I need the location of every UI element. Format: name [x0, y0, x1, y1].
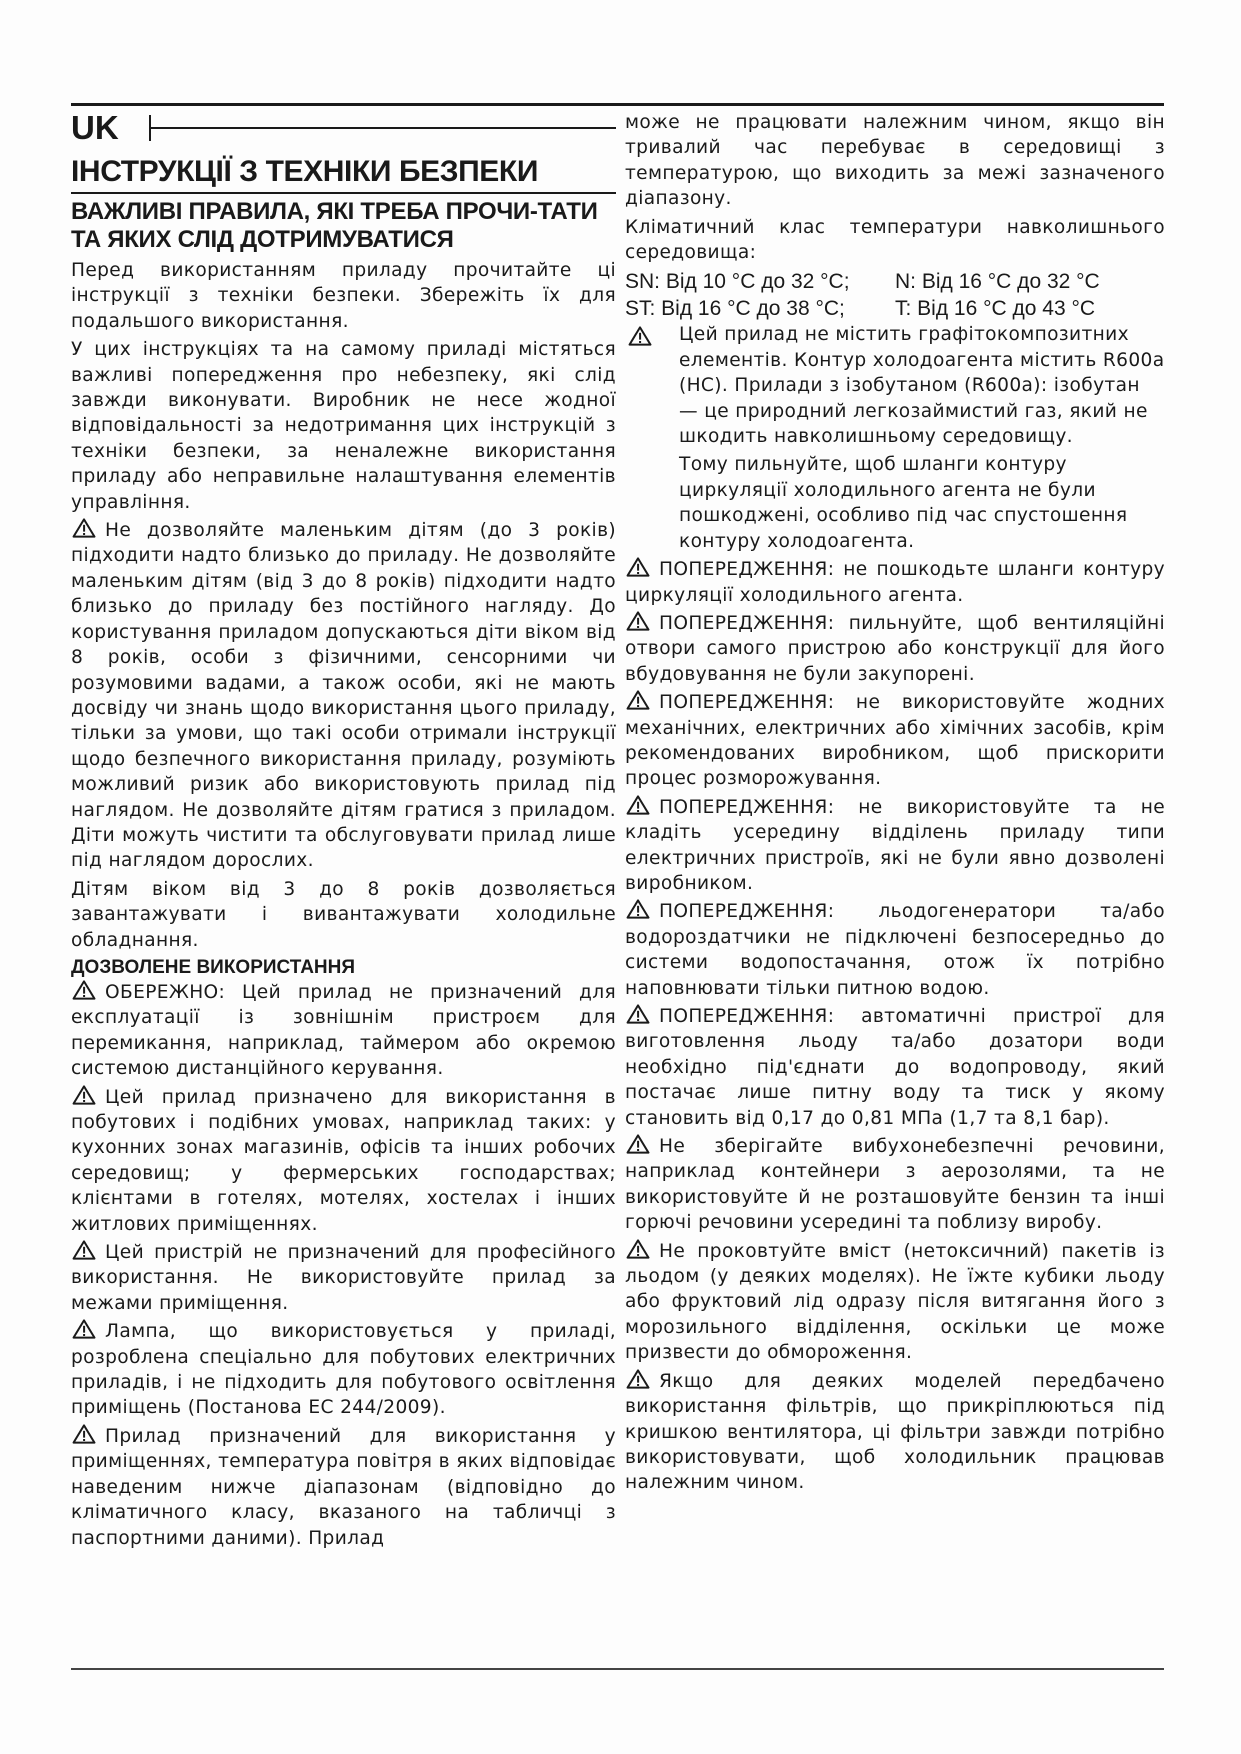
children-loading-paragraph: Дітям віком від 3 до 8 років дозволяється завантажувати і вивантажувати холодильне обладнання. — [71, 878, 616, 951]
refrigerant-hoses-text: Тому пильнуйте, щоб шланги контуру циркуляції холодильного агента не були пошкоджені, особливо під час спустошення контуру холодоагента. — [679, 454, 1128, 552]
right-column — [625, 110, 1165, 1499]
refrigerant-warning-text: Цей прилад не містить графітокомпозитних елементів. Контур холодоагента містить R600a (HC). Прилади з ізобутаном (R600a): ізобутан — це природний легкозаймистий газ, який не шкодить навколишньому середовищу. — [679, 324, 1165, 448]
temperature-paragraph: може не працювати належним чином, якщо він тривалий час перебуває в середовищі з температурою, що виходить за межі зазначеного діапазону. — [625, 112, 1165, 210]
climate-class-label: Кліматичний клас температури навколишнього середовища: — [625, 216, 1165, 264]
defrost-warning — [625, 690, 1165, 792]
climate-row-1 — [625, 268, 1165, 295]
lamp-warning-text: Лампа, що використовується у приладі, розроблена спеціально для побутових електричних приладів, і не підходить для побутового освітлення приміщень (Постанова ЕС 244/2009). — [71, 1321, 616, 1419]
warning-icon — [625, 899, 651, 919]
title-rule — [71, 192, 616, 194]
warnings-paragraph: У цих інструкціях та на самому приладі містяться важливі попередження про небезпеку, які слід завжди виконувати. Виробник не несе жодної відповідальності за недотримання цих інструкцій з техніки безпеки, за неналежне використання приладу або неправильне налаштування елементів управління. — [71, 339, 616, 513]
climate-n: N: Від 16 °C до 32 °C — [895, 270, 1100, 294]
children-warning-text: Не дозволяйте маленьким дітям (до 3 років) підходити надто близько до приладу. Не дозволяйте маленьким дітям (від 3 до 8 років) підходити надто близько до приладу без постійного нагляду. До користування приладом допускаються діти віком від 8 років, особи з фізичними, сенсорними чи розумовими вадами, а також особи, які не мають досвіду чи знань щодо використання цього приладу, тільки за умови, що такі особи отримали інструкції щодо безпечного використання приладу, розуміють можливий ризик або використовують прилад під наглядом. Не дозволяйте дітям гратися з приладом. Діти можуть чистити та обслуговувати прилад лише під наглядом дорослих. — [71, 520, 616, 872]
ice-pack-warning — [625, 1239, 1165, 1366]
refrigerant-warning — [625, 322, 1165, 554]
children-warning — [71, 518, 616, 874]
electrical-devices-warning-text: ПОПЕРЕДЖЕННЯ: не використовуйте та не кладіть усередину відділень приладу типи електричних пристроїв, які не були явно дозволені виробником. — [625, 796, 1165, 894]
warning-icon — [71, 980, 97, 1000]
left-column — [71, 110, 616, 1554]
hoses-warning-text: ПОПЕРЕДЖЕННЯ: не пошкодьте шланги контуру циркуляції холодильного агента. — [625, 559, 1165, 606]
warning-icon — [71, 1424, 97, 1444]
explosive-warning-text: Не зберігайте вибухонебезпечні речовини, наприклад контейнери з аерозолями, та не використовуйте й не розташовуйте бензин та інші горючі речовини усередині та поблизу виробу. — [625, 1136, 1165, 1234]
warning-icon — [625, 1369, 651, 1389]
climate-st: ST: Від 16 °C до 38 °C; — [625, 297, 845, 321]
bottom-rule — [71, 1668, 1164, 1670]
section-permitted-use: ДОЗВОЛЕНЕ ВИКОРИСТАННЯ — [71, 956, 356, 978]
icemaker-warning — [625, 899, 1165, 1001]
hoses-warning — [625, 557, 1165, 608]
language-rule — [149, 127, 616, 129]
filter-warning-text: Якщо для деяких моделей передбачено використання фільтрів, що прикріплюються під кришкою вентилятора, ці фільтри завжди потрібно використовувати, щоб холодильник працював належним чином. — [625, 1370, 1165, 1494]
warning-icon — [625, 690, 651, 710]
caution-warning-text: ОБЕРЕЖНО: Цей прилад не призначений для експлуатації із зовнішнім пристроєм для перемикання, наприклад, таймером або окремою системою дистанційного керування. — [71, 981, 616, 1080]
professional-use-warning — [71, 1240, 616, 1316]
household-use-warning — [71, 1085, 616, 1237]
warning-icon — [71, 1319, 97, 1339]
household-use-warning-text: Цей прилад призначено для використання в побутових і подібних умовах, наприклад таких: у кухонних зонах магазинів, офісів та інших робочих середовищ; у фермерських господарствах; клієнтами в готелях, мотелях, хостелах і інших житлових приміщеннях. — [71, 1086, 616, 1235]
indoor-use-warning-text: Прилад призначений для використання у приміщеннях, температура повітря в яких відповідає наведеним нижче діапазонам (відповідно до кліматичного класу, вказаного на табличці з паспортними даними). Прилад — [71, 1425, 616, 1549]
water-pressure-warning-text: ПОПЕРЕДЖЕННЯ: автоматичні пристрої для виготовлення льоду та/або дозатори води необхідно під'єднати до водопроводу, який постачає лише питну воду та тиск у якому становить від 0,17 до 0,81 МПа (1,7 та 8,1 бар). — [625, 1006, 1165, 1129]
professional-use-warning-text: Цей пристрій не призначений для професійного використання. Не використовуйте прилад за межами приміщення. — [71, 1242, 616, 1314]
warning-icon — [625, 611, 651, 631]
filter-warning — [625, 1369, 1165, 1496]
warning-icon — [625, 1239, 651, 1259]
lamp-warning — [71, 1319, 616, 1421]
defrost-warning-text: ПОПЕРЕДЖЕННЯ: не використовуйте жодних механічних, електричних або хімічних засобів, крім рекомендованих виробником, щоб прискорити процес розморожування. — [625, 692, 1165, 790]
ventilation-warning — [625, 611, 1165, 687]
warning-icon — [71, 1240, 97, 1260]
warning-icon — [71, 1085, 97, 1105]
indoor-use-warning — [71, 1424, 616, 1551]
climate-row-2 — [625, 295, 1165, 322]
language-header — [71, 110, 616, 146]
subtitle: ВАЖЛИВІ ПРАВИЛА, ЯКІ ТРЕБА ПРОЧИ-ТАТИ ТА ЯКИХ СЛІД ДОТРИМУВАТИСЯ — [71, 198, 598, 253]
icemaker-warning-text: ПОПЕРЕДЖЕННЯ: льодогенератори та/або водороздатчики не підключені безпосередньо до системи водопостачання, отож їх потрібно наповнювати тільки питною водою. — [625, 901, 1165, 999]
climate-t: T: Від 16 °C до 43 °C — [895, 297, 1096, 321]
water-pressure-warning — [625, 1004, 1165, 1131]
warning-icon — [625, 557, 651, 577]
warning-icon — [71, 518, 97, 538]
explosive-warning — [625, 1134, 1165, 1236]
climate-sn: SN: Від 10 °C до 32 °C; — [625, 270, 850, 294]
caution-warning — [71, 980, 616, 1082]
warning-icon — [625, 795, 651, 815]
page-title: ІНСТРУКЦІЇ З ТЕХНІКИ БЕЗПЕКИ — [71, 155, 538, 188]
intro-paragraph: Перед використанням приладу прочитайте ці інструкції з техніки безпеки. Збережіть їх для подальшого використання. — [71, 260, 616, 332]
warning-icon — [625, 1134, 651, 1154]
top-rule — [71, 103, 1164, 106]
ice-pack-warning-text: Не проковтуйте вміст (нетоксичний) пакетів із льодом (у деяких моделях). Не їжте кубики льоду або фруктовий лід одразу після витягання його з морозильного відділення, оскільки це може призвести до обмороження. — [625, 1240, 1165, 1364]
warning-icon — [625, 1004, 651, 1024]
electrical-devices-warning — [625, 795, 1165, 897]
warning-icon — [627, 326, 653, 346]
language-code: UK — [71, 109, 119, 146]
ventilation-warning-text: ПОПЕРЕДЖЕННЯ: пильнуйте, щоб вентиляційні отвори самого пристрою або конструкції для його вбудовування не були закупорені. — [625, 612, 1165, 685]
